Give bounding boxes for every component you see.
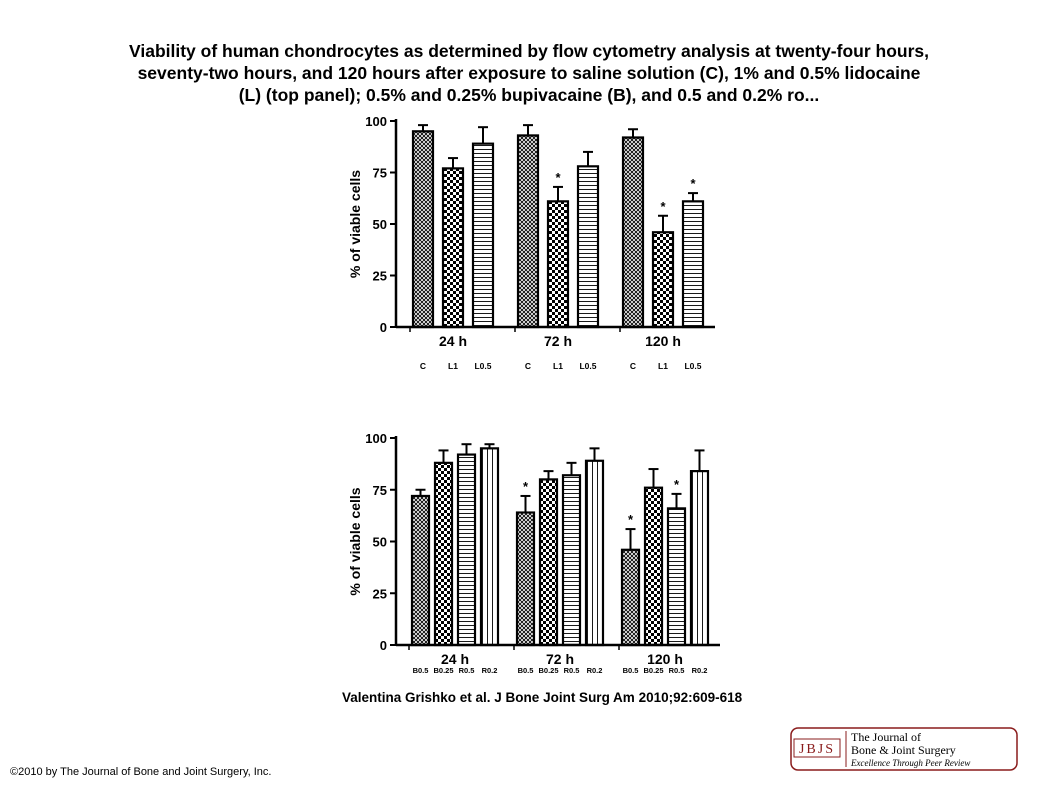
series-label: R0.2 xyxy=(691,666,708,675)
bar-B0.25-72h xyxy=(540,479,557,645)
bar-L0.5-120h xyxy=(683,201,703,327)
bar-R0.2-72h xyxy=(586,461,603,645)
copyright: ©2010 by The Journal of Bone and Joint Surgery, Inc. xyxy=(10,766,272,778)
series-label: C xyxy=(524,361,532,371)
bar-L0.5-72h xyxy=(578,166,598,327)
y-tick-label: 0 xyxy=(379,320,387,335)
group-label: 72 h xyxy=(543,333,573,349)
significance-star: * xyxy=(522,478,529,494)
series-label: B0.5 xyxy=(517,666,534,675)
significance-star: * xyxy=(660,198,666,214)
group-label: 120 h xyxy=(645,333,681,349)
bar-C-24h xyxy=(413,131,433,327)
bar-B0.25-24h xyxy=(435,463,452,645)
series-label: L1 xyxy=(553,361,563,371)
bar-B0.5-72h xyxy=(517,513,534,645)
y-tick-label: 25 xyxy=(372,586,387,602)
series-label: B0.5 xyxy=(622,666,639,675)
bar-C-72h xyxy=(518,135,538,327)
logo-line-1: The Journal of xyxy=(851,730,921,744)
y-tick-label: 50 xyxy=(372,217,387,232)
series-label: B0.25 xyxy=(643,666,664,675)
series-label: L0.5 xyxy=(684,361,702,371)
bar-L1-72h xyxy=(548,201,568,327)
series-label: C xyxy=(629,361,637,371)
y-tick-label: 100 xyxy=(365,114,387,129)
y-axis-label: % of viable cells xyxy=(347,169,363,279)
logo-line-2: Bone & Joint Surgery xyxy=(851,743,956,757)
bar-L0.5-24h xyxy=(473,144,493,327)
citation: Valentina Grishko et al. J Bone Joint Surg Am 2010;92:609-618 xyxy=(342,690,743,705)
group-label: 72 h xyxy=(545,651,575,667)
group-label: 120 h xyxy=(647,651,683,667)
series-label: R0.5 xyxy=(668,666,685,675)
y-tick-label: 100 xyxy=(365,431,387,446)
group-label: 24 h xyxy=(440,651,470,667)
title-line-2: seventy-two hours, and 120 hours after exposure to saline solution (C), 1% and 0.5% lidocaine xyxy=(137,63,921,83)
series-label: R0.2 xyxy=(586,666,603,675)
bar-R0.5-72h xyxy=(563,475,580,645)
y-tick-label: 0 xyxy=(379,638,387,653)
y-tick-label: 75 xyxy=(372,165,387,181)
series-label: C xyxy=(419,361,427,371)
y-tick-label: 25 xyxy=(372,268,387,284)
chart-top-panel xyxy=(347,114,715,371)
title-line-1: Viability of human chondrocytes as determined by flow cytometry analysis at twenty-four hours, xyxy=(129,41,929,61)
series-label: L1 xyxy=(448,361,458,371)
y-axis-label: % of viable cells xyxy=(347,487,363,596)
series-label: B0.5 xyxy=(412,666,429,675)
bar-L1-120h xyxy=(653,232,673,327)
bar-B0.5-24h xyxy=(412,496,429,645)
bar-B0.5-120h xyxy=(622,550,639,645)
series-label: R0.2 xyxy=(481,666,498,675)
chart-bottom-panel xyxy=(347,431,720,675)
series-label: L0.5 xyxy=(474,361,492,371)
significance-star: * xyxy=(690,176,696,192)
logo-abbr: JBJS xyxy=(798,742,836,757)
bar-R0.2-24h xyxy=(481,448,498,645)
title-line-3: (L) (top panel); 0.5% and 0.25% bupivacaine (B), and 0.5 and 0.2% ro... xyxy=(238,85,820,105)
jbjs-logo xyxy=(790,727,1018,771)
y-tick-label: 75 xyxy=(372,482,387,498)
bar-L1-24h xyxy=(443,168,463,327)
significance-star: * xyxy=(627,512,634,528)
logo-tagline: Excellence Through Peer Review xyxy=(851,758,971,768)
significance-star: * xyxy=(673,476,680,492)
y-tick-label: 50 xyxy=(372,534,387,550)
series-label: L0.5 xyxy=(579,361,597,371)
bar-R0.5-120h xyxy=(668,508,685,645)
bar-R0.5-24h xyxy=(458,455,475,645)
significance-star: * xyxy=(555,169,561,185)
bar-C-120h xyxy=(623,137,643,327)
series-label: R0.5 xyxy=(458,666,475,675)
series-label: B0.25 xyxy=(433,666,454,675)
group-label: 24 h xyxy=(438,333,468,349)
series-label: R0.5 xyxy=(563,666,580,675)
bar-B0.25-120h xyxy=(645,488,662,645)
bar-R0.2-120h xyxy=(691,471,708,645)
series-label: L1 xyxy=(658,361,668,371)
series-label: B0.25 xyxy=(538,666,559,675)
